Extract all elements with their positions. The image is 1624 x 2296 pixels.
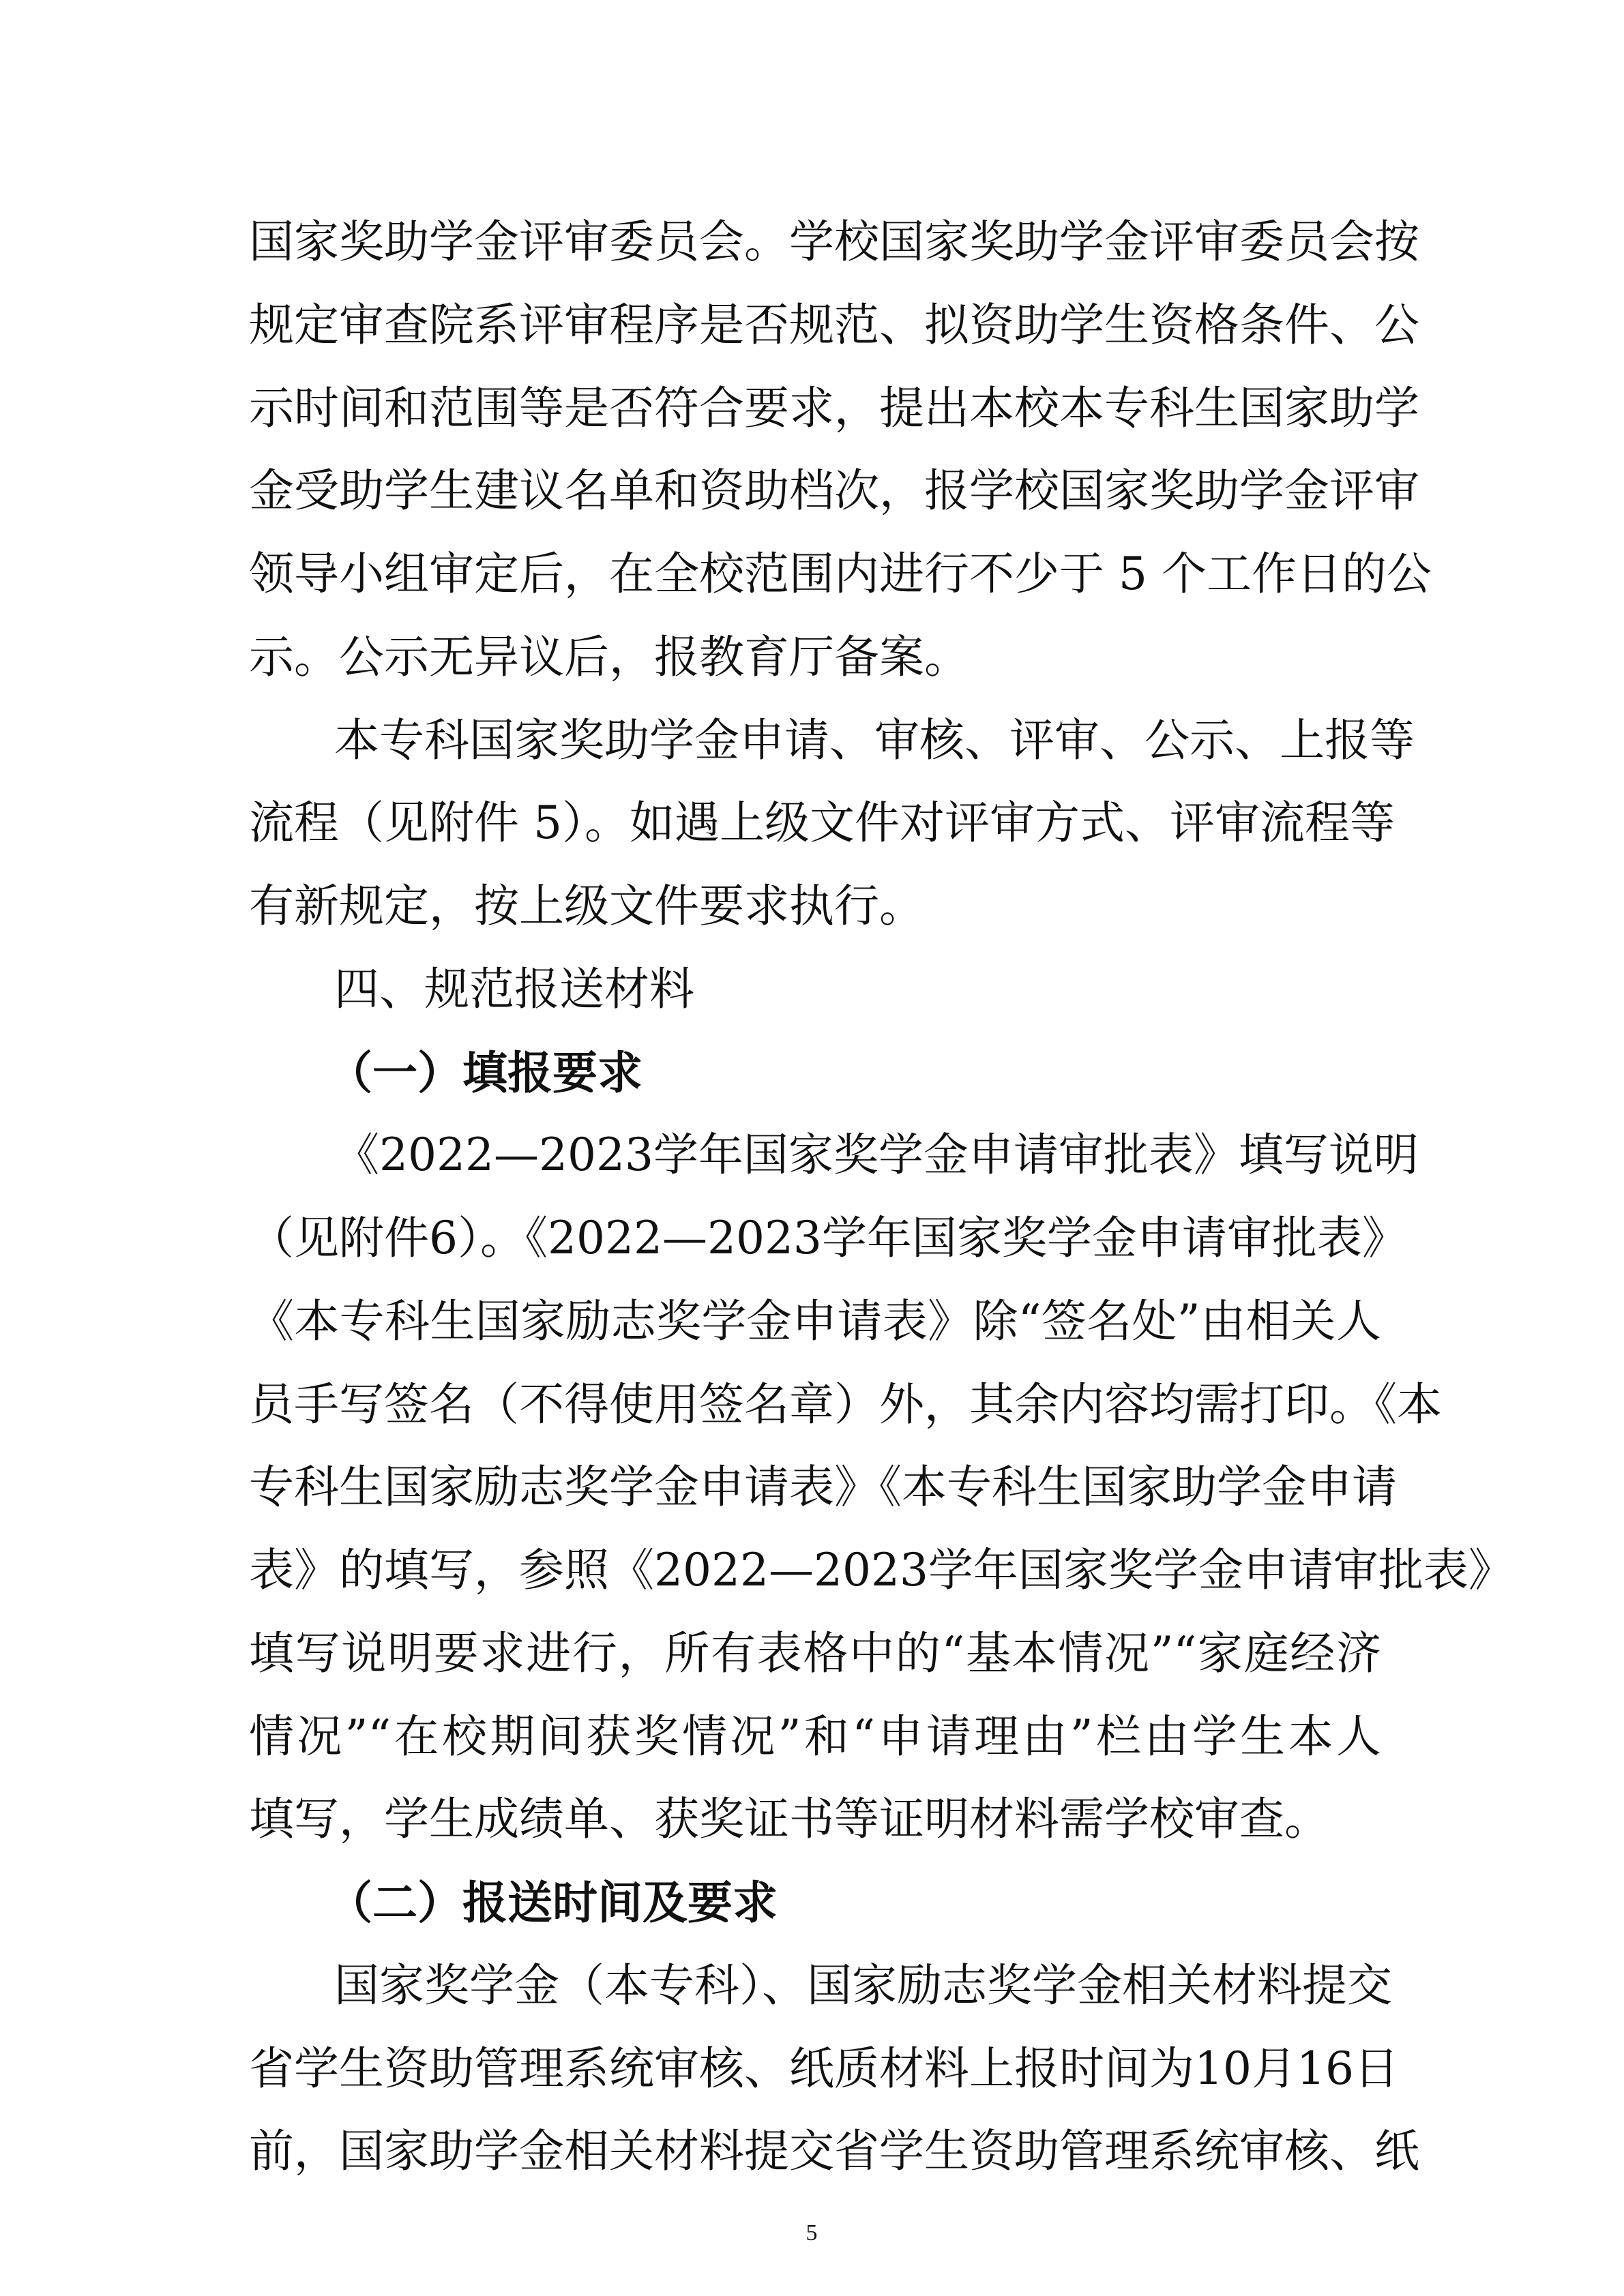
paragraph-line: 省学生资助管理系统审核、纸质材料上报时间为10月16日 [249,2042,1399,2095]
paragraph-line: 填写，学生成绩单、获奖证书等证明材料需学校审查。 [249,1793,1329,1845]
paragraph-line: 表》的填写，参照《2022—2023学年国家奖学金申请审批表》 [249,1544,1514,1596]
page-number: 5 [806,2220,818,2246]
paragraph-line: 员手写签名（不得使用签名章）外，其余内容均需打印。《本 [249,1378,1442,1431]
paragraph-line: 国家奖助学金评审委员会。学校国家奖助学金评审委员会按 [249,215,1419,268]
paragraph-line: 有新规定，按上级文件要求执行。 [249,880,924,932]
paragraph-line: 情况”“在校期间获奖情况”和“申请理由”栏由学生本人 [249,1710,1381,1763]
subsection-heading: （一）填报要求 [327,1046,643,1099]
paragraph-line: 金受助学生建议名单和资助档次，报学校国家奖助学金评审 [249,464,1419,517]
paragraph-line: 《2022—2023学年国家奖学金申请审批表》填写说明 [334,1129,1419,1181]
section-heading: 四、规范报送材料 [334,963,694,1015]
paragraph-line: 领导小组审定后，在全校范围内进行不少于 5 个工作日的公 [249,548,1432,600]
paragraph-line: 专科生国家励志奖学金申请表》《本专科生国家助学金申请 [249,1461,1397,1513]
paragraph-line: 填写说明要求进行，所有表格中的“基本情况”“家庭经济 [249,1627,1381,1680]
paragraph-line: 国家奖学金（本专科）、国家励志奖学金相关材料提交 [334,1959,1392,2012]
paragraph-line: 本专科国家奖助学金申请、审核、评审、公示、上报等 [334,714,1415,766]
paragraph-line: 前，国家助学金相关材料提交省学生资助管理系统审核、纸 [249,2125,1419,2177]
paragraph-line: 示。公示无异议后，报教育厅备案。 [249,631,969,683]
paragraph-line: 规定审查院系评审程序是否规范、拟资助学生资格条件、公 [249,299,1419,351]
paragraph-line: 《本专科生国家励志奖学金申请表》除“签名处”由相关人 [249,1295,1381,1347]
paragraph-line: （见附件6）。《2022—2023学年国家奖学金申请审批表》 [249,1212,1407,1264]
paragraph-line: 流程（见附件 5）。如遇上级文件对评审方式、评审流程等 [249,796,1395,849]
paragraph-line: 示时间和范围等是否符合要求，提出本校本专科生国家助学 [249,382,1419,434]
subsection-heading: （二）报送时间及要求 [327,1876,778,1929]
